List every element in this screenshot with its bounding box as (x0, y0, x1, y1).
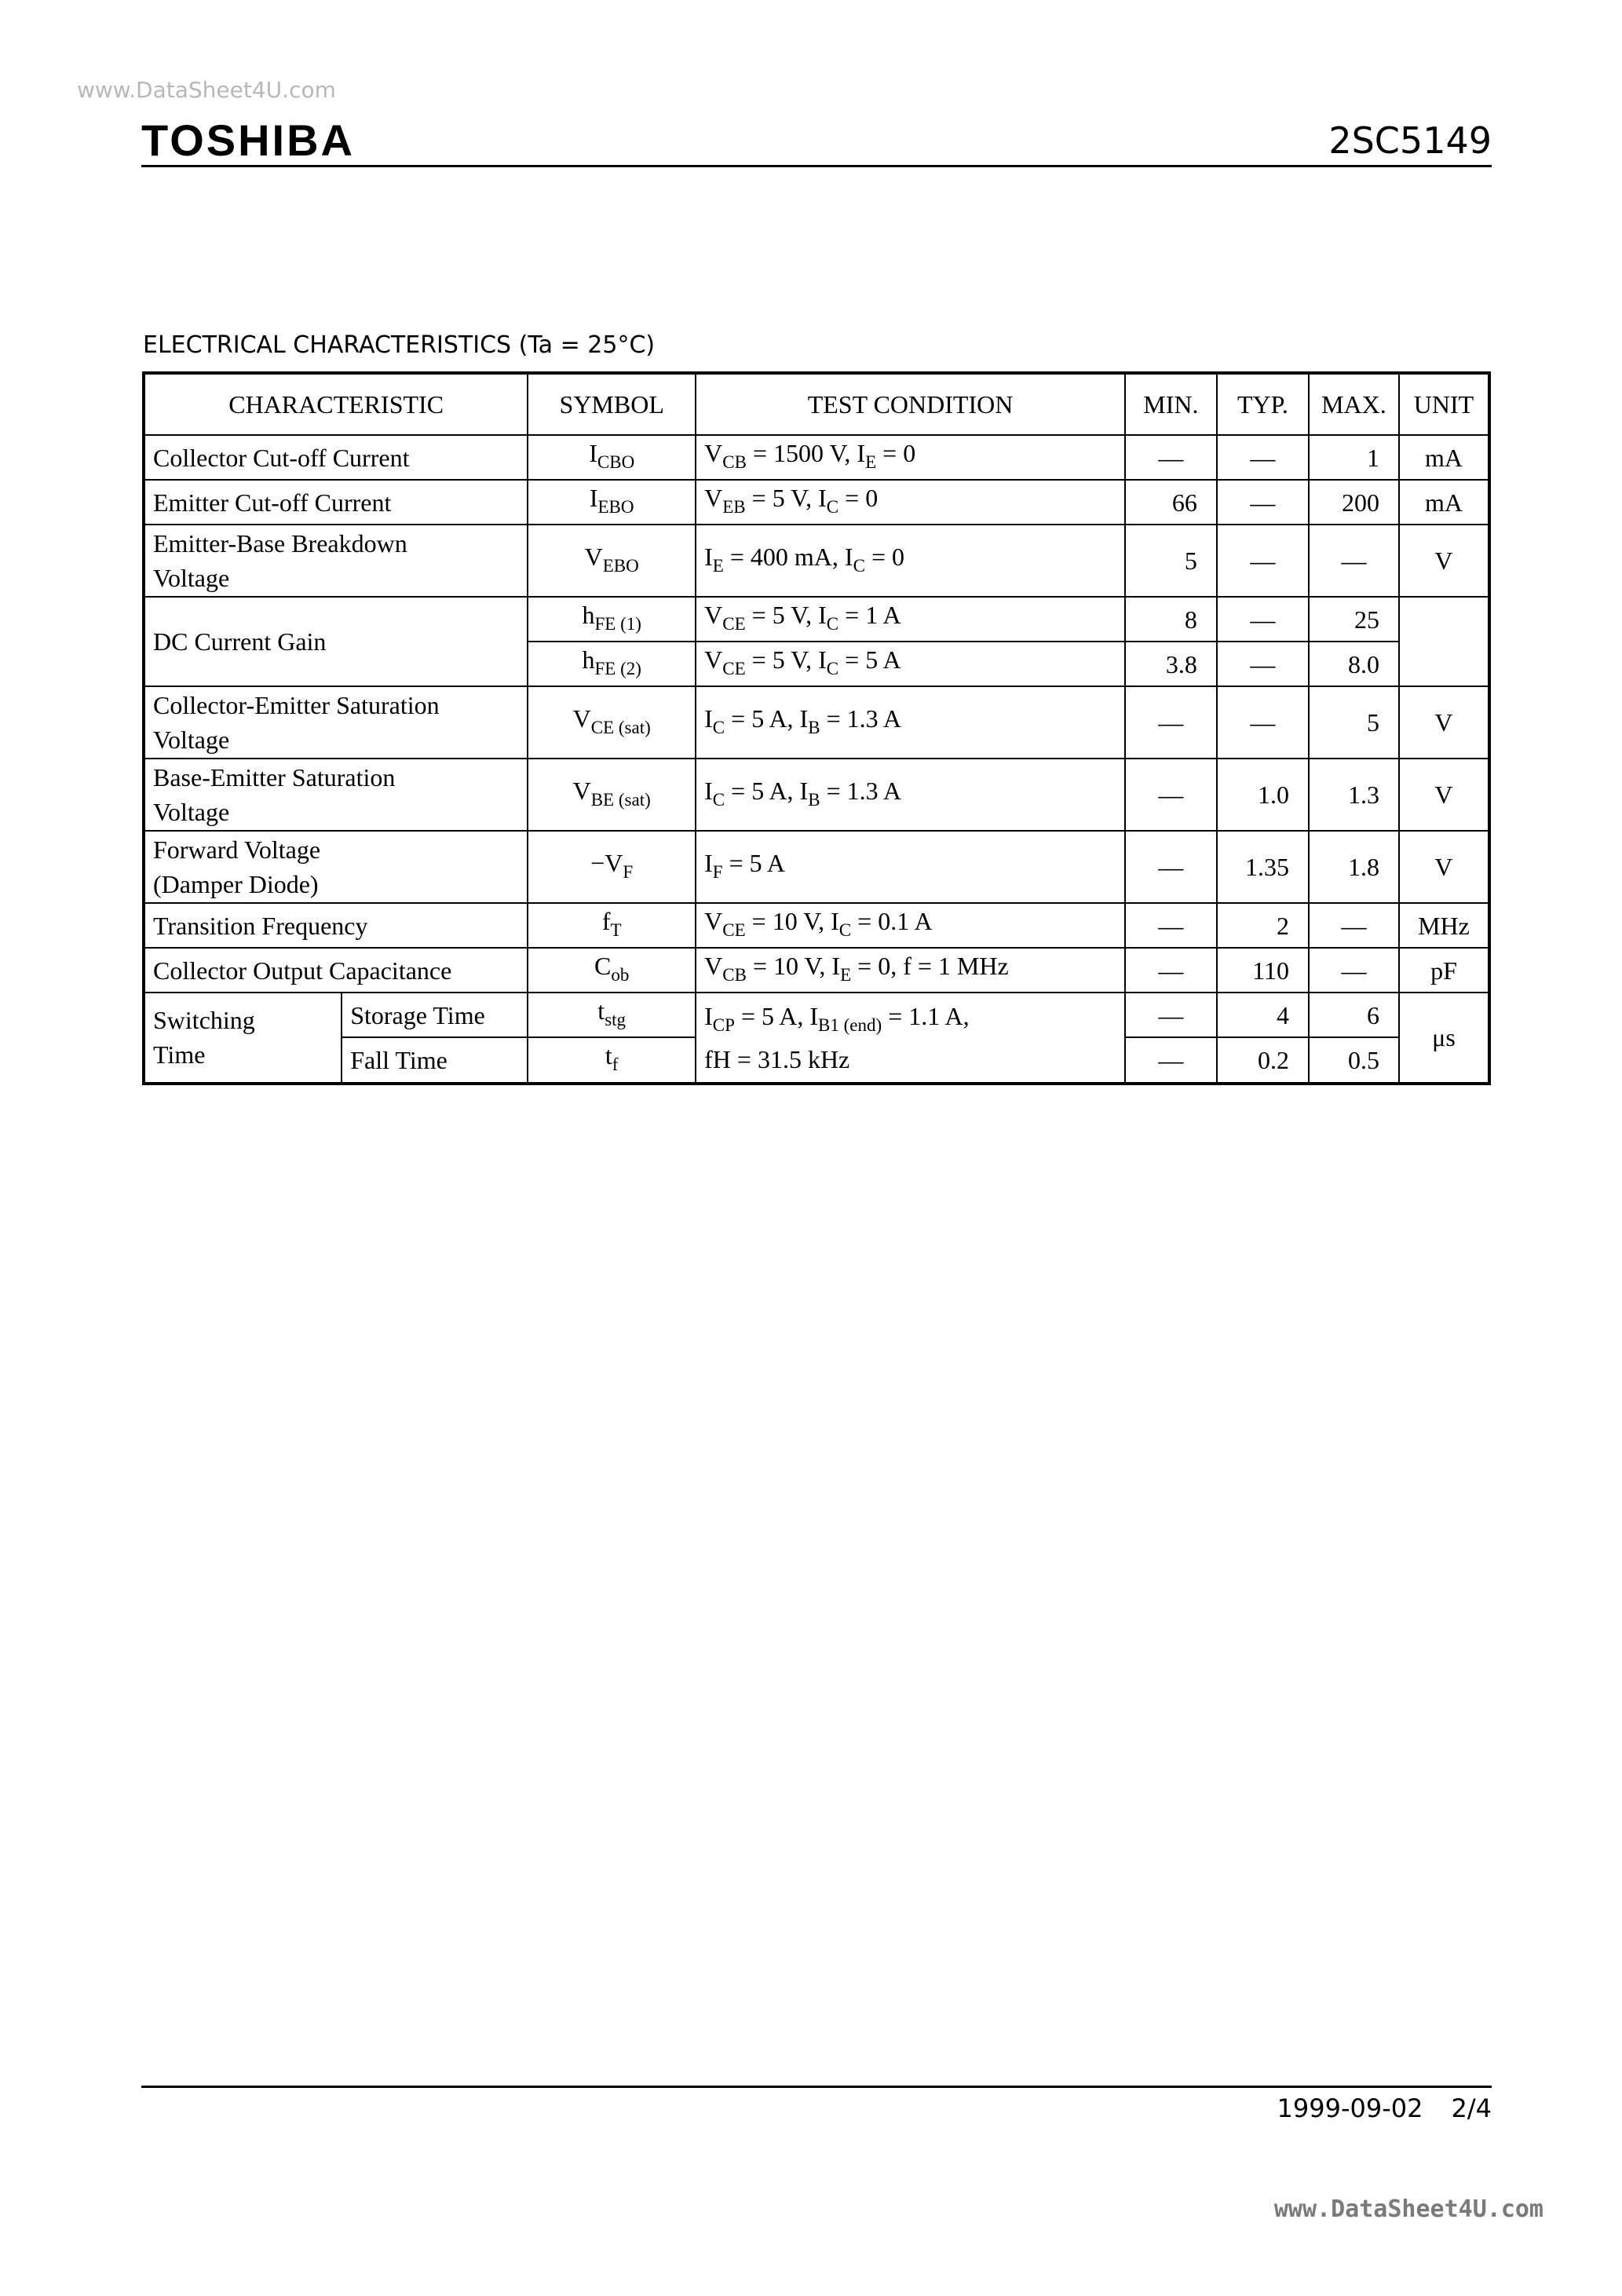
typ-cell: — (1217, 686, 1309, 759)
switching-time-group: Switching Time (144, 993, 342, 1083)
condition-cell: $V_{CE} = 10$ V, $I_C = 0.1$ A (696, 903, 1125, 948)
symbol-cell: $-V_F$ (528, 831, 696, 903)
header-rule (141, 165, 1492, 167)
min-cell: 5 (1125, 525, 1217, 597)
min-cell: 66 (1125, 480, 1217, 525)
max-cell: 8.0 (1309, 642, 1399, 686)
table-row (144, 993, 1489, 1037)
characteristic-name: Storage Time (342, 993, 528, 1037)
condition-cell: $I_F = 5$ A (696, 831, 1125, 903)
footer-page: 2/4 (1451, 2093, 1492, 2123)
condition-cell: $V_{CB} = 1500$ V, $I_E = 0$ (696, 435, 1125, 480)
unit-cell: V (1399, 686, 1489, 759)
max-cell: — (1309, 903, 1399, 948)
symbol-cell: $t_{stg}$ (528, 993, 696, 1037)
typ-cell: 110 (1217, 948, 1309, 993)
max-cell: 1.8 (1309, 831, 1399, 903)
section-title: ELECTRICAL CHARACTERISTICS (Ta = 25°C) (143, 331, 656, 359)
footer-date: 1999-09-02 (1277, 2093, 1423, 2123)
table-row (144, 903, 1489, 948)
characteristic-name: Emitter-Base Breakdown Voltage (144, 525, 528, 597)
header-symbol: SYMBOL (528, 373, 696, 435)
min-cell: — (1125, 993, 1217, 1037)
condition-cell: $V_{CE} = 5$ V, $I_C = 5$ A (696, 642, 1125, 686)
typ-cell: — (1217, 642, 1309, 686)
table-row (144, 525, 1489, 597)
typ-cell: — (1217, 435, 1309, 480)
min-cell: — (1125, 759, 1217, 831)
typ-cell: 4 (1217, 993, 1309, 1037)
max-cell: 200 (1309, 480, 1399, 525)
header-test-condition: TEST CONDITION (696, 373, 1125, 435)
typ-cell: 2 (1217, 903, 1309, 948)
symbol-cell: $V_{BE (sat)}$ (528, 759, 696, 831)
min-cell: 3.8 (1125, 642, 1217, 686)
min-cell: 8 (1125, 597, 1217, 642)
characteristic-name: Collector-Emitter Saturation Voltage (144, 686, 528, 759)
characteristic-name: Fall Time (342, 1037, 528, 1083)
min-cell: — (1125, 1037, 1217, 1083)
characteristic-name: Base-Emitter Saturation Voltage (144, 759, 528, 831)
typ-cell: — (1217, 480, 1309, 525)
footer-rule (141, 2086, 1492, 2088)
max-cell: 1.3 (1309, 759, 1399, 831)
unit-cell (1399, 597, 1489, 686)
characteristic-name: Transition Frequency (144, 903, 528, 948)
symbol-cell: $C_{ob}$ (528, 948, 696, 993)
characteristic-name: Forward Voltage (Damper Diode) (144, 831, 528, 903)
characteristic-name: Collector Cut-off Current (144, 435, 528, 480)
table-header-row (144, 373, 1489, 435)
symbol-cell: $I_{EBO}$ (528, 480, 696, 525)
characteristic-name: DC Current Gain (144, 597, 528, 686)
condition-cell: $I_C = 5$ A, $I_B = 1.3$ A (696, 759, 1125, 831)
unit-cell: V (1399, 525, 1489, 597)
condition-cell: $V_{CE} = 5$ V, $I_C = 1$ A (696, 597, 1125, 642)
min-cell: — (1125, 686, 1217, 759)
typ-cell: — (1217, 597, 1309, 642)
footer (1277, 2093, 1492, 2123)
table-row (144, 831, 1489, 903)
header-min: MIN. (1125, 373, 1217, 435)
table-row (144, 480, 1489, 525)
typ-cell: 0.2 (1217, 1037, 1309, 1083)
min-cell: — (1125, 948, 1217, 993)
symbol-cell: $h_{FE (2)}$ (528, 642, 696, 686)
min-cell: — (1125, 903, 1217, 948)
table-row (144, 435, 1489, 480)
table-row (144, 686, 1489, 759)
symbol-cell: $V_{EBO}$ (528, 525, 696, 597)
max-cell: 5 (1309, 686, 1399, 759)
symbol-cell: $f_T$ (528, 903, 696, 948)
max-cell: — (1309, 525, 1399, 597)
condition-cell: $V_{CB} = 10$ V, $I_E = 0$, f = 1 MHz (696, 948, 1125, 993)
condition-cell: $I_{CP} = 5$ A, $I_{B1 (end)} = 1.1$ A, fH = 31.5 kHz (696, 993, 1125, 1083)
symbol-cell: $h_{FE (1)}$ (528, 597, 696, 642)
table-row (144, 948, 1489, 993)
toshiba-logo: TOSHIBA (141, 115, 355, 165)
condition-cell: $I_C = 5$ A, $I_B = 1.3$ A (696, 686, 1125, 759)
part-number: 2SC5149 (1328, 119, 1492, 162)
unit-cell: pF (1399, 948, 1489, 993)
table-row (144, 597, 1489, 642)
symbol-cell: $V_{CE (sat)}$ (528, 686, 696, 759)
unit-cell: V (1399, 759, 1489, 831)
header-unit: UNIT (1399, 373, 1489, 435)
unit-cell: μs (1399, 993, 1489, 1083)
header-characteristic: CHARACTERISTIC (144, 373, 528, 435)
header-max: MAX. (1309, 373, 1399, 435)
min-cell: — (1125, 435, 1217, 480)
characteristic-name: Collector Output Capacitance (144, 948, 528, 993)
unit-cell: mA (1399, 480, 1489, 525)
symbol-cell: $t_f$ (528, 1037, 696, 1083)
watermark-bottom: www.DataSheet4U.com (1273, 2195, 1543, 2223)
characteristic-name: Emitter Cut-off Current (144, 480, 528, 525)
symbol-cell: $I_{CBO}$ (528, 435, 696, 480)
condition-cell: $I_E = 400$ mA, $I_C = 0$ (696, 525, 1125, 597)
condition-cell: $V_{EB} = 5$ V, $I_C = 0$ (696, 480, 1125, 525)
table-row (144, 759, 1489, 831)
typ-cell: — (1217, 525, 1309, 597)
unit-cell: V (1399, 831, 1489, 903)
electrical-characteristics-table (142, 371, 1491, 1085)
unit-cell: MHz (1399, 903, 1489, 948)
min-cell: — (1125, 831, 1217, 903)
max-cell: 25 (1309, 597, 1399, 642)
typ-cell: 1.0 (1217, 759, 1309, 831)
max-cell: 1 (1309, 435, 1399, 480)
typ-cell: 1.35 (1217, 831, 1309, 903)
max-cell: — (1309, 948, 1399, 993)
max-cell: 6 (1309, 993, 1399, 1037)
header-typ: TYP. (1217, 373, 1309, 435)
max-cell: 0.5 (1309, 1037, 1399, 1083)
watermark-top: www.DataSheet4U.com (77, 77, 336, 103)
unit-cell: mA (1399, 435, 1489, 480)
